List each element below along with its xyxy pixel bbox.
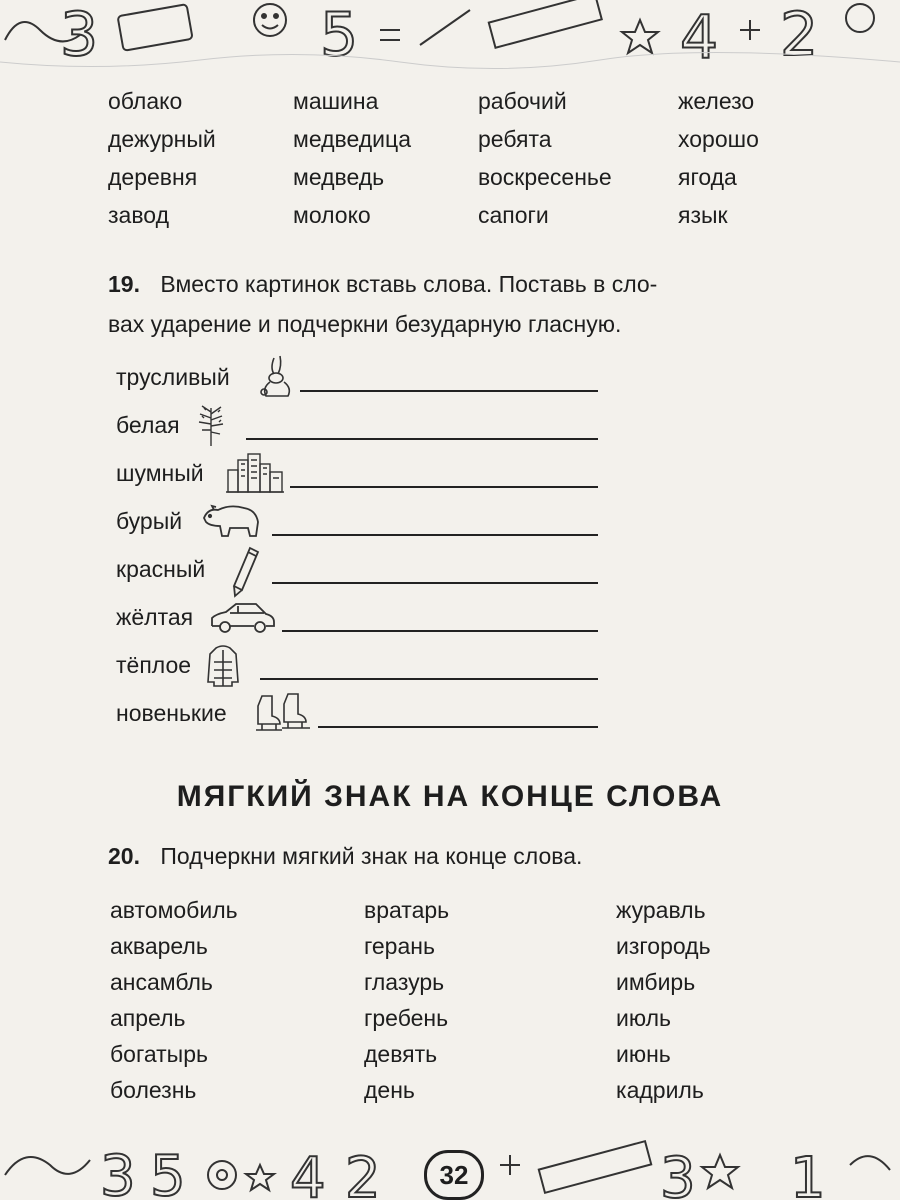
grid-word: рабочий bbox=[478, 88, 567, 114]
adjective: шумный bbox=[116, 460, 204, 486]
fill-row bbox=[108, 600, 728, 646]
fill-row bbox=[108, 696, 728, 742]
adjective: новенькие bbox=[116, 700, 227, 726]
list-item[interactable]: глазурь bbox=[364, 969, 445, 995]
word-column bbox=[110, 897, 238, 1113]
grid-word: медведица bbox=[293, 126, 411, 152]
task-text: Подчеркни мягкий знак на конце слова. bbox=[160, 843, 583, 869]
section-heading: МЯГКИЙ ЗНАК НА КОНЦЕ СЛОВА bbox=[176, 780, 724, 813]
fill-row bbox=[108, 504, 728, 550]
task-19-exercise bbox=[108, 360, 728, 750]
grid-word: сапоги bbox=[478, 202, 549, 228]
list-item[interactable]: богатырь bbox=[110, 1041, 208, 1067]
answer-line[interactable] bbox=[260, 678, 598, 680]
city-icon bbox=[226, 450, 284, 496]
answer-line[interactable] bbox=[300, 390, 598, 392]
task-20-instructions bbox=[108, 836, 582, 876]
answer-line[interactable] bbox=[282, 630, 598, 632]
list-item[interactable]: девять bbox=[364, 1041, 438, 1067]
list-item[interactable]: апрель bbox=[110, 1005, 186, 1031]
grid-word: завод bbox=[108, 202, 170, 228]
list-item[interactable]: вратарь bbox=[364, 897, 450, 923]
list-item[interactable]: автомобиль bbox=[110, 897, 238, 923]
task-19-instructions bbox=[108, 264, 828, 344]
svg-text:2: 2 bbox=[345, 1146, 381, 1200]
list-item[interactable]: болезнь bbox=[110, 1077, 197, 1103]
grid-word: хорошо bbox=[678, 126, 759, 152]
grid-word: язык bbox=[678, 202, 728, 228]
svg-text:5: 5 bbox=[320, 0, 359, 70]
fill-row bbox=[108, 408, 728, 454]
svg-text:1: 1 bbox=[790, 1146, 826, 1200]
adjective: жёлтая bbox=[116, 604, 194, 630]
list-item[interactable]: гребень bbox=[364, 1005, 449, 1031]
svg-text:4: 4 bbox=[290, 1146, 326, 1200]
list-item[interactable]: изгородь bbox=[616, 933, 711, 959]
task-number: 19. bbox=[108, 271, 140, 297]
adjective: трусливый bbox=[116, 364, 230, 390]
fill-row bbox=[108, 648, 728, 694]
grid-word: дежурный bbox=[108, 126, 216, 152]
fill-row bbox=[108, 360, 728, 406]
svg-text:4: 4 bbox=[680, 3, 719, 70]
page-number: 32 bbox=[424, 1150, 484, 1200]
list-item[interactable]: кадриль bbox=[616, 1077, 704, 1103]
list-item[interactable]: акварель bbox=[110, 933, 208, 959]
answer-line[interactable] bbox=[290, 486, 598, 488]
adjective: красный bbox=[116, 556, 206, 582]
grid-word: воскресенье bbox=[478, 164, 612, 190]
grid-word: облако bbox=[108, 88, 183, 114]
adjective: тёплое bbox=[116, 652, 192, 678]
svg-text:3: 3 bbox=[660, 1146, 696, 1200]
fill-row bbox=[108, 552, 728, 598]
pencil-icon bbox=[230, 546, 260, 598]
adjective: белая bbox=[116, 412, 180, 438]
list-item[interactable]: журавль bbox=[616, 897, 706, 923]
car-icon bbox=[208, 594, 278, 640]
answer-line[interactable] bbox=[318, 726, 598, 728]
word-column bbox=[616, 897, 711, 1113]
list-item[interactable]: герань bbox=[364, 933, 435, 959]
svg-text:2: 2 bbox=[780, 0, 819, 70]
list-item[interactable]: день bbox=[364, 1077, 415, 1103]
svg-text:3: 3 bbox=[100, 1144, 136, 1200]
grid-word: ягода bbox=[678, 164, 737, 190]
fill-row bbox=[108, 456, 728, 502]
rabbit-icon bbox=[256, 354, 296, 400]
task-text-line: Вместо картинок вставь слова. Поставь в сло- bbox=[160, 271, 658, 297]
bear-icon bbox=[200, 498, 262, 544]
svg-text:3: 3 bbox=[60, 0, 99, 70]
coat-icon bbox=[206, 642, 240, 690]
list-item[interactable]: имбирь bbox=[616, 969, 696, 995]
list-item[interactable]: июнь bbox=[616, 1041, 671, 1067]
skates-icon bbox=[254, 690, 314, 736]
grid-word: деревня bbox=[108, 164, 198, 190]
answer-line[interactable] bbox=[272, 534, 598, 536]
grid-word: железо bbox=[678, 88, 755, 114]
list-item[interactable]: ансамбль bbox=[110, 969, 213, 995]
birch-tree-icon bbox=[194, 402, 228, 448]
answer-line[interactable] bbox=[246, 438, 598, 440]
grid-word: молоко bbox=[293, 202, 371, 228]
grid-word: медведь bbox=[293, 164, 385, 190]
adjective: бурый bbox=[116, 508, 183, 534]
list-item[interactable]: июль bbox=[616, 1005, 671, 1031]
task-text-line: вах ударение и подчеркни безударную гласную. bbox=[108, 311, 622, 337]
svg-text:5: 5 bbox=[150, 1144, 186, 1200]
task-number: 20. bbox=[108, 843, 140, 869]
answer-line[interactable] bbox=[272, 582, 598, 584]
grid-word: ребята bbox=[478, 126, 552, 152]
word-column bbox=[364, 897, 449, 1113]
grid-word: машина bbox=[293, 88, 379, 114]
top-doodle-border bbox=[0, 0, 900, 70]
